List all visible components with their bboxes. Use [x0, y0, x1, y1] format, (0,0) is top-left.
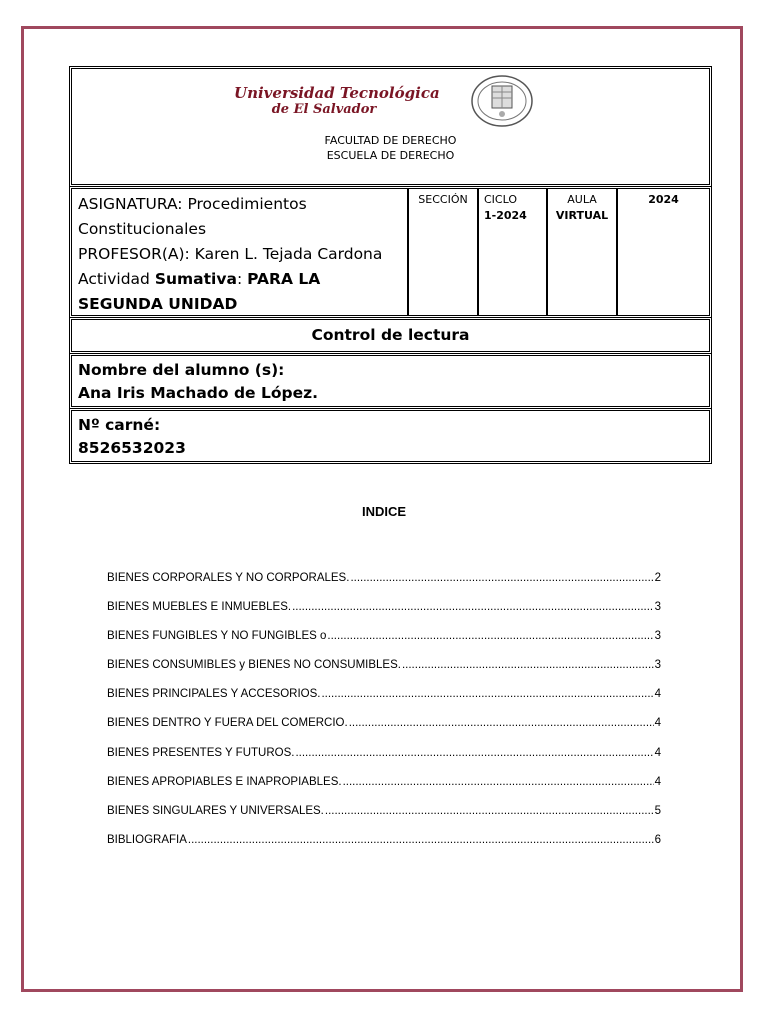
carne-value: 8526532023 [78, 439, 186, 457]
university-name: Universidad Tecnológica [234, 84, 440, 102]
student-name-label: Nombre del alumno (s): [78, 361, 285, 379]
course-info-row [69, 186, 712, 318]
student-name-block [78, 359, 318, 405]
university-country: de El Salvador [271, 102, 377, 117]
ciclo-value: 1-2024 [484, 209, 527, 222]
aula-label: AULA [567, 193, 597, 206]
student-carne-row [69, 408, 712, 464]
ciclo-cell [477, 189, 546, 315]
activity-line [78, 267, 413, 292]
toc-item[interactable]: BIENES MUEBLES E INMUEBLES. ..... 3 [107, 601, 661, 630]
aula-cell [546, 189, 616, 315]
activity-colon: : [236, 270, 248, 288]
university-seal-icon [468, 74, 536, 128]
school-name: ESCUELA DE DERECHO [326, 149, 455, 162]
professor-line: PROFESOR(A): Karen L. Tejada Cardona [78, 245, 383, 263]
student-name-row [69, 353, 712, 409]
section-cell [407, 189, 477, 315]
activity-label: Actividad [78, 270, 155, 288]
toc-item[interactable]: BIENES DENTRO Y FUERA DEL COMERCIO. ..... 4 [107, 717, 661, 746]
course-details [78, 192, 413, 315]
year-cell [616, 189, 709, 315]
faculty-name: FACULTAD DE DERECHO [324, 134, 457, 147]
year-value: 2024 [648, 193, 679, 206]
faculty-heading [72, 133, 709, 163]
toc-item[interactable]: BIENES CONSUMIBLES y BIENES NO CONSUMIBLES. ..... 3 [107, 659, 661, 688]
subject-line2: Constitucionales [78, 220, 207, 238]
header-box [69, 66, 712, 187]
control-row [69, 317, 712, 354]
subject-line1: ASIGNATURA: Procedimientos [78, 195, 307, 213]
toc-item[interactable]: BIENES CORPORALES Y NO CORPORALES. ..... 2 [107, 572, 661, 601]
student-name-value: Ana Iris Machado de López. [78, 384, 318, 402]
control-title: Control de lectura [311, 326, 470, 344]
toc-item[interactable]: BIENES FUNGIBLES Y NO FUNGIBLES o ..... 3 [107, 630, 661, 659]
aula-value: VIRTUAL [555, 209, 609, 222]
student-carne-block [78, 414, 186, 460]
university-logo-text [234, 84, 440, 117]
toc-item[interactable]: BIENES SINGULARES Y UNIVERSALES. ..... 5 [107, 805, 661, 834]
carne-label: Nº carné: [78, 416, 161, 434]
toc-item[interactable]: BIENES PRESENTES Y FUTUROS. ..... 4 [107, 747, 661, 776]
section-label: SECCIÓN [418, 193, 468, 206]
toc-item[interactable]: BIBLIOGRAFIA ..... 6 [107, 834, 661, 863]
toc-item[interactable]: BIENES APROPIABLES E INAPROPIABLES. ..... 4 [107, 776, 661, 805]
activity-unit-part1: PARA LA [247, 270, 321, 288]
toc-item[interactable]: BIENES PRINCIPALES Y ACCESORIOS. ..... 4 [107, 688, 661, 717]
activity-unit-part2: SEGUNDA UNIDAD [78, 295, 238, 313]
table-of-contents [107, 572, 661, 863]
index-title: INDICE [361, 504, 407, 519]
activity-type: Sumativa [154, 270, 237, 288]
ciclo-label: CICLO [484, 193, 517, 206]
